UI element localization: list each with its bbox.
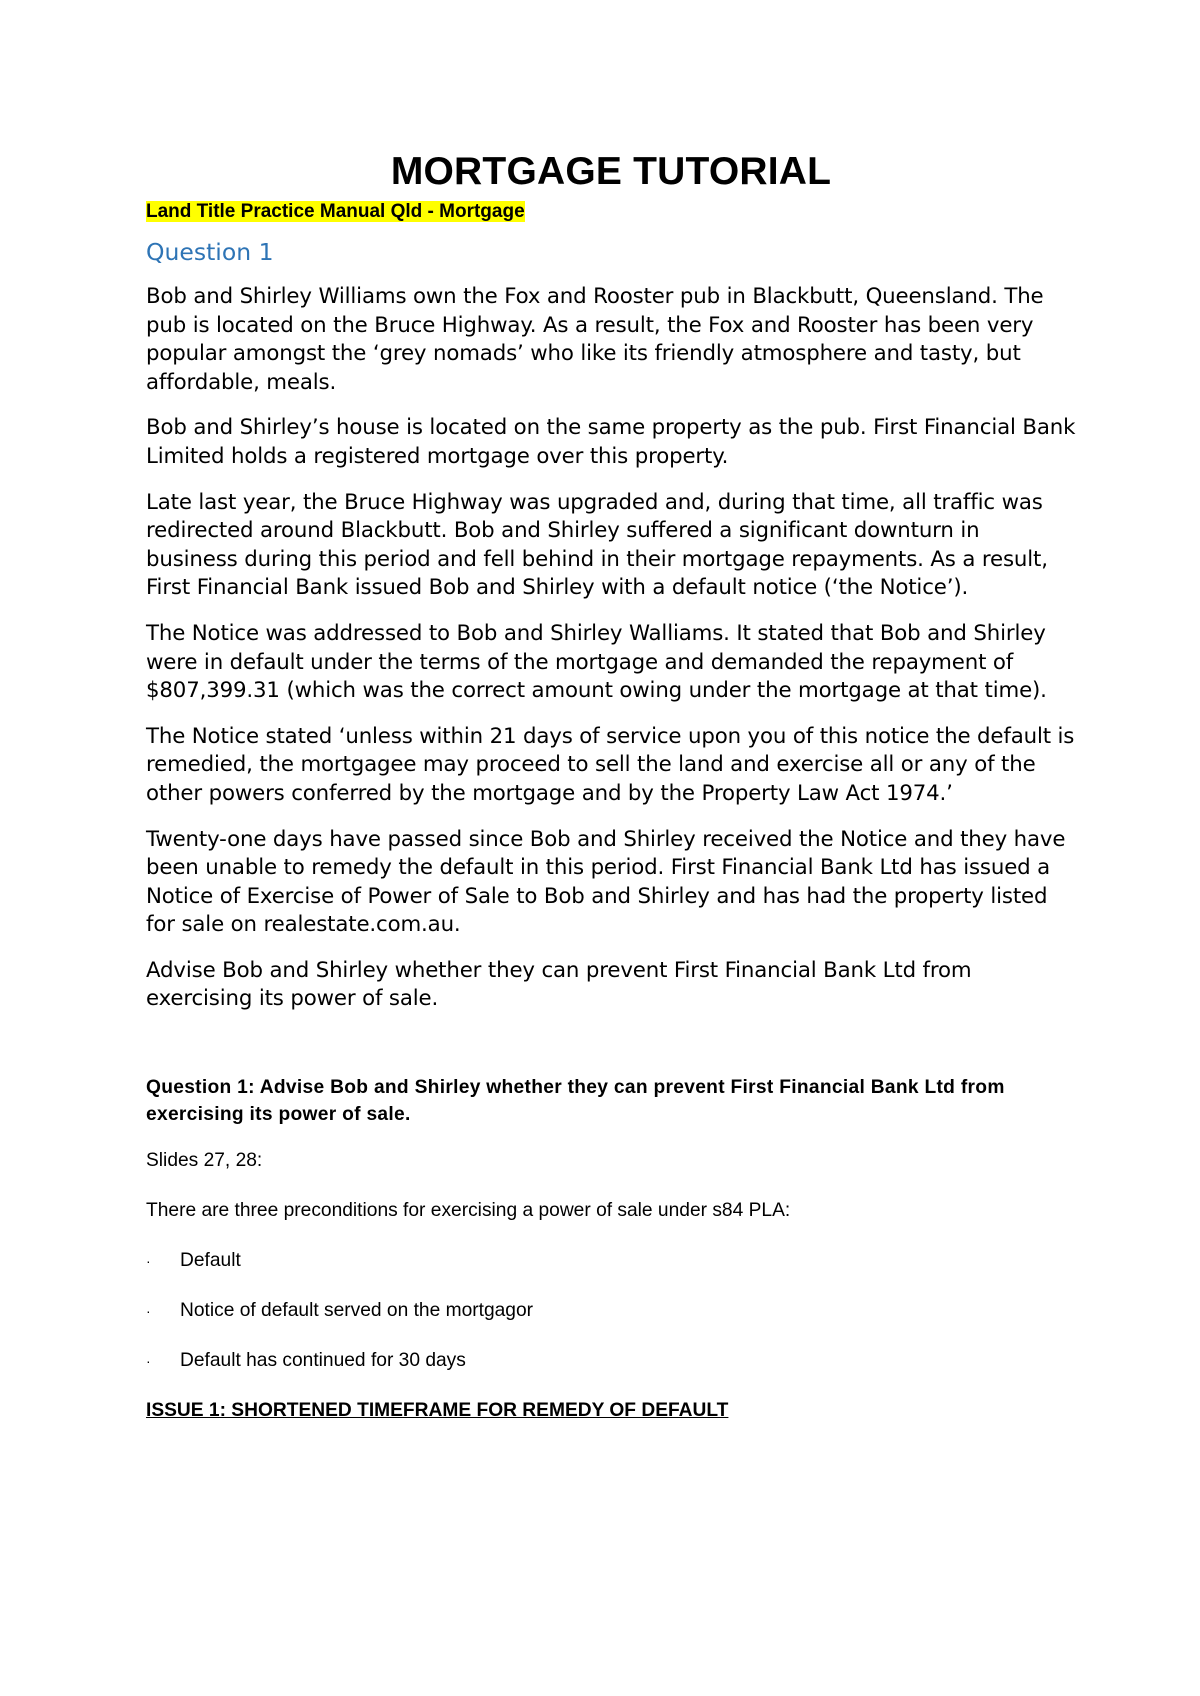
answer-section [146, 1074, 1076, 1424]
scenario-paragraph-6: Twenty-one days have passed since Bob and Shirley received the Notice and they have been unable to remedy the default in this period. First Financial Bank Ltd has issued a Notice of Exercise of Power of Sale to Bob and Shirley and has had the property listed for sale on realestate.com.au. [146, 826, 1066, 938]
page-content [146, 146, 1076, 1424]
list-item-text: Default [180, 1250, 241, 1272]
preconditions-list [146, 1248, 1076, 1374]
bullet-icon: · [146, 1253, 151, 1270]
scenario-paragraph-5: The Notice stated ‘unless within 21 days of service upon you of this notice the default is remedied, the mortgagee may proceed to sell the land and exercise all or any of the other powers conferred by the mortgage and by the Property Law Act 1974.’ [146, 723, 1075, 806]
list-item-text: Notice of default served on the mortgagor [180, 1300, 534, 1322]
scenario-paragraph-4: The Notice was addressed to Bob and Shirley Walliams. It stated that Bob and Shirley were in default under the terms of the mortgage and demanded the repayment of $807,399.31 (which was the correct amount owing under the mortgage at that time). [146, 620, 1047, 704]
question-heading: Question 1 [146, 238, 274, 266]
scenario-paragraph-7: Advise Bob and Shirley whether they can prevent First Financial Bank Ltd from exercising its power of sale. [146, 957, 972, 1012]
scenario-paragraph-3: Late last year, the Bruce Highway was upgraded and, during that time, all traffic was redirected around Blackbutt. Bob and Shirley suffered a significant downturn in business during this period and fell behind in their mortgage repayments. As a result, First Financial Bank issued Bob and Shirley with a default notice (‘the Notice’). [146, 489, 1048, 601]
preconditions-intro: There are three preconditions for exercising a power of sale under s84 PLA: [146, 1200, 791, 1222]
subtitle-line [146, 198, 1076, 227]
list-item [146, 1298, 1076, 1324]
scenario-paragraph-2: Bob and Shirley’s house is located on the same property as the pub. First Financial Bank Limited holds a registered mortgage over this property. [146, 415, 1076, 469]
list-item [146, 1348, 1076, 1374]
list-item [146, 1248, 1076, 1274]
scenario-paragraph-1: Bob and Shirley Williams own the Fox and Rooster pub in Blackbutt, Queensland. The pub is located on the Bruce Highway. As a result, the Fox and Rooster has been very popular amongst the ‘grey nomads’ who like its friendly atmosphere and tasty, but affordable, meals. [146, 284, 1044, 395]
document-title: MORTGAGE TUTORIAL [390, 150, 832, 193]
list-item-text: Default has continued for 30 days [180, 1350, 466, 1372]
highlighted-subtitle: Land Title Practice Manual Qld - Mortgage [146, 201, 525, 222]
bullet-icon: · [146, 1303, 151, 1320]
bullet-icon: · [146, 1353, 151, 1370]
issue-heading: ISSUE 1: SHORTENED TIMEFRAME FOR REMEDY OF DEFAULT [146, 1400, 729, 1422]
slides-reference: Slides 27, 28: [146, 1150, 263, 1172]
answer-heading: Question 1: Advise Bob and Shirley whether they can prevent First Financial Bank Ltd from exercising its power of sale. [146, 1077, 1005, 1126]
